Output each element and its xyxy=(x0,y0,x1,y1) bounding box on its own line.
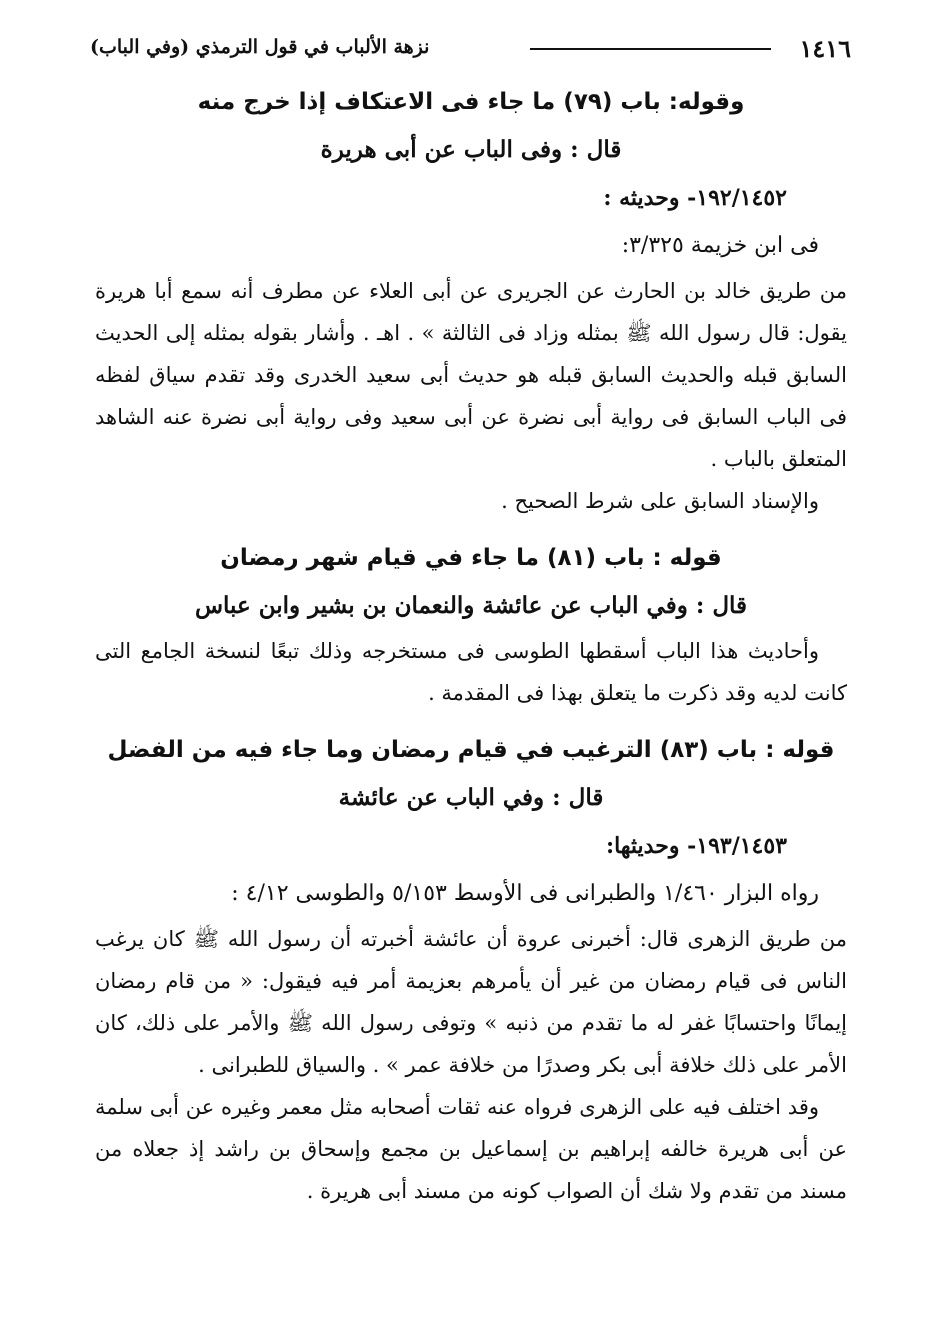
chapter-subtitle: قال : وفي الباب عن عائشة والنعمان بن بشير وابن عباس xyxy=(194,592,748,619)
page-header xyxy=(90,34,851,64)
paragraph: والإسناد السابق على شرط الصحيح . xyxy=(501,489,819,513)
header-rule xyxy=(530,48,771,50)
page-number: ١٤١٦ xyxy=(799,34,851,63)
paragraph: من طريق الزهرى قال: أخبرنى عروة أن عائشة أخبرته أن رسول الله ﷺ كان يرغب الناس فى قيام رمضان من غير أن يأمرهم بعزيمة أمر فيه فيقول: « من قام رمضان إيمانًا واحتسابًا غفر له ما تقدم من ذنبه » وتوفى رسول الله ﷺ والأمر على ذلك، كان الأمر على ذلك خلافة أبى بكر وصدرًا من خلافة عمر » . والسياق للطبرانى . xyxy=(95,927,847,1077)
chapter-heading: وقوله: باب (٧٩) ما جاء فى الاعتكاف إذا خرج منه xyxy=(197,89,745,115)
chapter-subtitle: قال : وفى الباب عن أبى هريرة xyxy=(320,136,622,163)
chapter-heading: قوله : باب (٨٣) الترغيب في قيام رمضان وما جاء فيه من الفضل xyxy=(107,737,835,763)
paragraph: وأحاديث هذا الباب أسقطها الطوسى فى مستخرجه وذلك تبعًا لنسخة الجامع التى كانت لديه وقد ذكرت ما يتعلق بهذا فى المقدمة . xyxy=(95,639,847,705)
hadith-source: فى ابن خزيمة ٣/٣٢٥: xyxy=(621,233,819,258)
page-body xyxy=(95,78,847,1212)
paragraph: وقد اختلف فيه على الزهرى فرواه عنه ثقات أصحابه مثل معمر وغيره عن أبى سلمة عن أبى هريرة خالفه إبراهيم بن إسماعيل بن مجمع وإسحاق بن راشد إذ جعلاه من مسند من تقدم ولا شك أن الصواب كونه من مسند أبى هريرة . xyxy=(95,1095,847,1203)
chapter-subtitle: قال : وفي الباب عن عائشة xyxy=(338,784,604,811)
hadith-source: رواه البزار ١/٤٦٠ والطبرانى فى الأوسط ٥/١٥٣ والطوسى ٤/١٢ : xyxy=(231,881,819,906)
running-title: نزهة الألباب في قول الترمذي (وفي الباب) xyxy=(90,36,430,58)
hadith-number: ١٩٢/١٤٥٢- وحديثه : xyxy=(603,185,787,211)
chapter-heading: قوله : باب (٨١) ما جاء في قيام شهر رمضان xyxy=(220,545,722,571)
paragraph: من طريق خالد بن الحارث عن الجريرى عن أبى العلاء عن مطرف أنه سمع أبا هريرة يقول: قال رسول الله ﷺ بمثله وزاد فى الثالثة » . اهـ . وأشار بقوله بمثله إلى الحديث السابق قبله والحديث السابق قبله هو حديث أبى سعيد الخدرى وقد تقدم سياق لفظه فى الباب السابق فى رواية أبى نضرة عن أبى سعيد وفى رواية أبى نضرة عنه الشاهد المتعلق بالباب . xyxy=(95,279,847,471)
hadith-number: ١٩٣/١٤٥٣- وحديثها: xyxy=(605,833,787,859)
